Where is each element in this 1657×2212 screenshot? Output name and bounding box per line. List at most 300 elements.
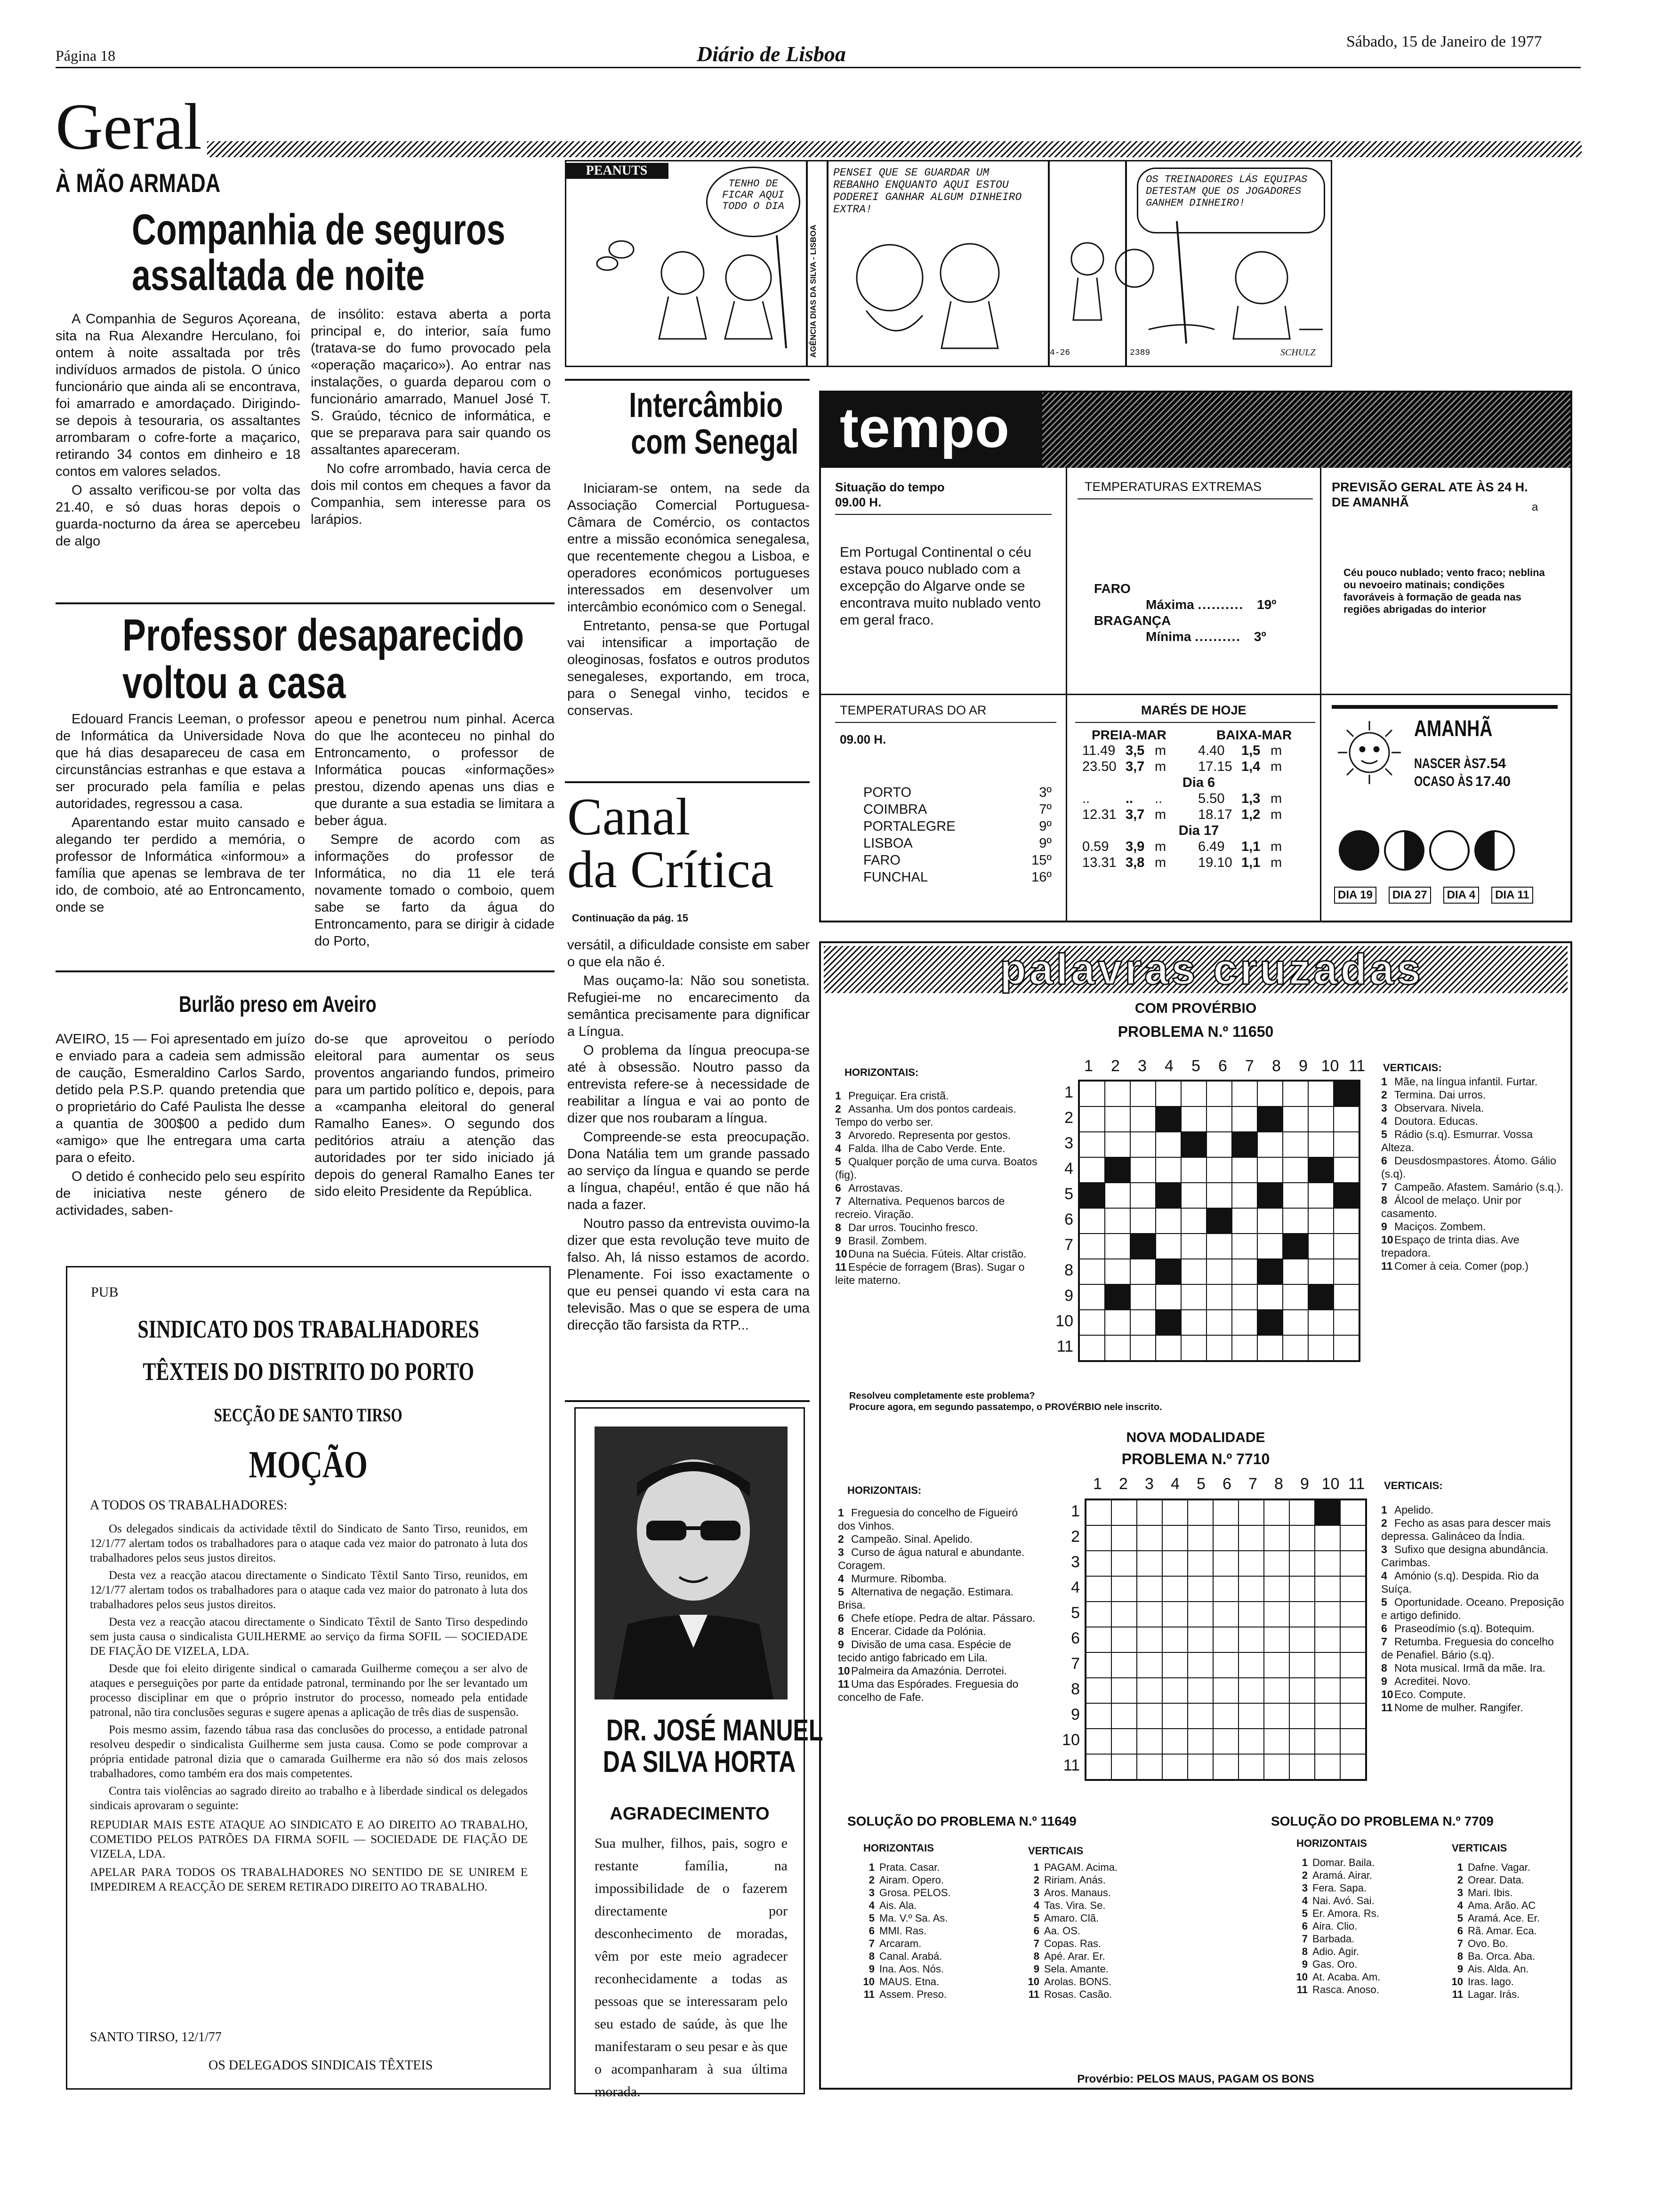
grid-cell[interactable] [1257, 1284, 1283, 1310]
grid-cell[interactable] [1232, 1183, 1257, 1208]
grid-cell[interactable] [1239, 1602, 1264, 1627]
weather-box [819, 391, 1572, 922]
grid-cell[interactable] [1137, 1652, 1162, 1678]
grid-cell[interactable] [1207, 1132, 1232, 1157]
grid-cell[interactable] [1289, 1703, 1315, 1729]
grid-cell[interactable] [1137, 1602, 1162, 1627]
grid-cell[interactable] [1111, 1703, 1137, 1729]
grid-cell[interactable] [1188, 1500, 1213, 1525]
grid-cell[interactable] [1130, 1310, 1156, 1335]
grid-cell[interactable] [1239, 1703, 1264, 1729]
grid-cell[interactable] [1315, 1627, 1340, 1652]
grid-cell[interactable] [1156, 1335, 1181, 1361]
grid-cell[interactable] [1156, 1132, 1181, 1157]
grid-cell[interactable] [1308, 1183, 1334, 1208]
grid-cell[interactable] [1188, 1729, 1213, 1754]
grid-cell[interactable] [1340, 1729, 1366, 1754]
grid-cell[interactable] [1213, 1500, 1239, 1525]
grid-cell[interactable] [1340, 1754, 1366, 1779]
grid-cell[interactable] [1162, 1525, 1188, 1551]
grid-cell[interactable] [1130, 1284, 1156, 1310]
grid-cell[interactable] [1181, 1259, 1207, 1284]
grid-cell[interactable] [1162, 1500, 1188, 1525]
grid-cell[interactable] [1086, 1576, 1111, 1602]
grid-cell[interactable] [1232, 1106, 1257, 1132]
grid-black-cell [1334, 1183, 1359, 1208]
grid-cell[interactable] [1232, 1335, 1257, 1361]
crossword-grid-2[interactable] [1085, 1499, 1367, 1781]
tides-table: 11.49 3,5 m 4.40 1,5 m 23.50 3,7 m 17.15 1,4 m Dia 6 .. .. .. 5.50 1,3 m 12.31 3,7 m 18.17 1,2 m Dia 17 0.59 3,9 m 6.49 1,1 m 13.31 3,8 m 19.10 1,1 m [1082, 743, 1282, 870]
grid-cell[interactable] [1334, 1284, 1359, 1310]
grid-cell[interactable] [1079, 1132, 1105, 1157]
weather-title: tempo [840, 396, 1009, 459]
grid-cell[interactable] [1105, 1335, 1130, 1361]
grid-cell[interactable] [1340, 1500, 1366, 1525]
grid-cell[interactable] [1188, 1627, 1213, 1652]
across-header-2: HORIZONTAIS: [847, 1484, 922, 1496]
canal-continuation: Continuação da pág. 15 [572, 912, 688, 924]
grid-cell[interactable] [1207, 1259, 1232, 1284]
grid-cell[interactable] [1340, 1551, 1366, 1576]
grid-cell[interactable] [1086, 1525, 1111, 1551]
grid-cell[interactable] [1232, 1157, 1257, 1183]
grid-cell[interactable] [1264, 1500, 1289, 1525]
grid-cell[interactable] [1130, 1157, 1156, 1183]
grid-cell[interactable] [1334, 1234, 1359, 1259]
grid-cell[interactable] [1264, 1754, 1289, 1779]
grid-cell[interactable] [1111, 1652, 1137, 1678]
grid-cell[interactable] [1315, 1703, 1340, 1729]
grid-cell[interactable] [1308, 1132, 1334, 1157]
art1-col1: A Companhia de Seguros Açoreana, sita na Rua Alexandre Herculano, foi ontem à noite assaltada por três indivíduos armados de pistola. O único funcionário que ainda ali se encontrava, foi amarrado e amordaçado. Dirigindo-se depois à tesouraria, os assaltantes arrombaram o cofre-forte a maçarico, retirando 34 contos em dinheiro e 18 contos em valores selados. O assalto verificou-se por volta das 21.40, e só duas horas depois o guarda-nocturno da área se apercebeu de algo [56, 312, 300, 549]
grid-cell[interactable] [1086, 1729, 1111, 1754]
grid-cell[interactable] [1308, 1106, 1334, 1132]
grid-cell[interactable] [1188, 1551, 1213, 1576]
grid-cell[interactable] [1283, 1132, 1308, 1157]
grid-cell[interactable] [1086, 1652, 1111, 1678]
art4-title: Intercâmbio com Senegal [629, 385, 799, 461]
ad-signature: OS DELEGADOS SINDICAIS TÊXTEIS [209, 2058, 433, 2073]
grid-cell[interactable] [1130, 1183, 1156, 1208]
grid-cell[interactable] [1207, 1335, 1232, 1361]
grid-cell[interactable] [1308, 1081, 1334, 1106]
rule [56, 602, 555, 604]
grid-cell[interactable] [1207, 1106, 1232, 1132]
grid-cell[interactable] [1207, 1284, 1232, 1310]
rule [565, 781, 810, 783]
grid-cell[interactable] [1264, 1576, 1289, 1602]
grid-cell[interactable] [1289, 1652, 1315, 1678]
grid-cell[interactable] [1111, 1525, 1137, 1551]
grid-cell[interactable] [1086, 1551, 1111, 1576]
grid-cell[interactable] [1257, 1335, 1283, 1361]
grid-cell[interactable] [1340, 1678, 1366, 1703]
grid-cell[interactable] [1079, 1259, 1105, 1284]
grid-cell[interactable] [1334, 1132, 1359, 1157]
grid-cell[interactable] [1137, 1627, 1162, 1652]
grid-cell[interactable] [1264, 1703, 1289, 1729]
grid-cell[interactable] [1105, 1183, 1130, 1208]
grid-cell[interactable] [1264, 1652, 1289, 1678]
grid-cell[interactable] [1162, 1627, 1188, 1652]
grid-cell[interactable] [1188, 1678, 1213, 1703]
grid-black-cell [1105, 1284, 1130, 1310]
sun-times: NASCER ÀS7.54 OCASO ÀS 17.40 [1414, 756, 1511, 789]
crossword-subtitle: COM PROVÉRBIO [1134, 1001, 1257, 1016]
grid-cell[interactable] [1315, 1729, 1340, 1754]
grid-cell[interactable] [1283, 1208, 1308, 1234]
situation-title: Situação do tempo 09.00 H. [835, 480, 945, 509]
grid-cell[interactable] [1308, 1234, 1334, 1259]
grid-cell[interactable] [1105, 1259, 1130, 1284]
grid-black-cell [1156, 1259, 1181, 1284]
grid-cell[interactable] [1232, 1081, 1257, 1106]
grid-cell[interactable] [1239, 1500, 1264, 1525]
grid-cell[interactable] [1181, 1081, 1207, 1106]
divider [1066, 468, 1067, 922]
grid-cell[interactable] [1181, 1157, 1207, 1183]
art3-col1: AVEIRO, 15 — Foi apresentado em juízo e enviado para a cadeia sem admissão de caução, Esmeraldino Carlos Sardo, detido pela P.S.P. quando pretendia que o proprietário do Café Paulista lhe desse a quantia de 300$00 a pedido dum «amigo» que lhe entregara uma carta para o efeito. O detido é conhecido pelo seu espírito de iniciativa neste género de actividades, saben- [56, 1032, 305, 1218]
obituary [574, 1407, 823, 2100]
grid-cell[interactable] [1079, 1081, 1105, 1106]
grid-cell[interactable] [1111, 1678, 1137, 1703]
sol2-down: 1 Dafne. Vagar. 2 Orear. Data. 3 Mari. Ibis. 4 Ama. Arão. AC 5 Aramá. Ace. Er. 6 Rã. Amar. Eca. 7 Ovo. Bo. 8 Ba. Orca. Aba. 9 Ais. Alda. An. 10 Iras. Iago. 11 Lagar. Irás. [1451, 1861, 1540, 2000]
grid-cell[interactable] [1137, 1551, 1162, 1576]
ad-line1: SINDICATO DOS TRABALHADORES [137, 1315, 479, 1343]
grid-cell[interactable] [1283, 1284, 1308, 1310]
section-title: Geral [56, 90, 202, 163]
grid-cell[interactable] [1079, 1335, 1105, 1361]
grid-cell[interactable] [1213, 1678, 1239, 1703]
grid-cell[interactable] [1181, 1106, 1207, 1132]
portrait-drawing [595, 1427, 788, 1699]
grid-cell[interactable] [1283, 1259, 1308, 1284]
ad-body: Os delegados sindicais da actividade têxtil do Sindicato de Santo Tirso, reunidos, em 12/1/77 alertam todos os trabalhadores para o ataque cada vez maior do patronato à luta dos trabalhadores pelos seus justos direitos. Desta vez a reacção atacou directamente o Sindicato Têxtil Santo Tirso, reunidos, em 12/1/77 alertam todos os trabalhadores para o ataque cada vez maior do patronato à luta dos trabalhadores pelos seus justos direitos. Desta vez a reacção atacou directamente o Sindicato Têxtil de Santo Tirso despedindo sem justa causa o sindicalista GUILHERME ao serviço da firma SOFIL — SOCIEDADE DE FIAÇÃO DE VIZELA, LDA. Desde que foi eleito dirigente sindical o camarada Guilherme começou a ser alvo de ataques e perseguições por parte da entidade patronal, terminando por lhe ser levantado um processo disciplinar em que o próprio instrutor do processo, nomeado pela entidade patronal, não tira conclusões seguras e sugere apenas a aplicação de três dias de suspensão. Pois mesmo assim, fazendo tábua rasa das conclusões do processo, a entidade patronal resolveu despedir o sindicalista Guilherme sem justa causa. Como se pode comprovar a própria entidade patronal dizia que o camarada Guilherme era não só dos mais zelosos trabalhadores, como também era dos mais competentes. Contra tais violências ao sagrado direito ao trabalho e à liberdade sindical os delegados sindicais aprovaram o seguinte: REPUDIAR MAIS ESTE ATAQUE AO SINDICATO E AO DIREITO AO TRABALHO, COMETIDO PELOS PATRÕES DA FIRMA SOFIL — SOCIEDADE DE FIAÇÃO DE VIZELA, LDA. APELAR PARA TODOS OS TRABALHADORES NO SENTIDO DE SE UNIREM E IMPEDIREM A REACÇÃO DE SEREM RETIRADO DIREITO AO TRABALHO. [90, 1523, 528, 1893]
grid-cell[interactable] [1181, 1234, 1207, 1259]
down-header: VERTICAIS: [1383, 1062, 1442, 1074]
grid-cell[interactable] [1156, 1284, 1181, 1310]
grid-cell[interactable] [1315, 1652, 1340, 1678]
grid-cell[interactable] [1308, 1259, 1334, 1284]
grid-cell[interactable] [1315, 1602, 1340, 1627]
grid-cell[interactable] [1232, 1208, 1257, 1234]
grid-cell[interactable] [1340, 1652, 1366, 1678]
grid-cell[interactable] [1181, 1208, 1207, 1234]
grid-black-cell [1232, 1132, 1257, 1157]
grid-cell[interactable] [1334, 1259, 1359, 1284]
grid-cell[interactable] [1289, 1627, 1315, 1652]
grid-cell[interactable] [1162, 1754, 1188, 1779]
problem-number-2: PROBLEMA N.º 7710 [1121, 1451, 1270, 1467]
grid-cell[interactable] [1213, 1703, 1239, 1729]
grid-cell[interactable] [1289, 1500, 1315, 1525]
grid-cell[interactable] [1105, 1132, 1130, 1157]
grid-cell[interactable] [1162, 1652, 1188, 1678]
grid-cell[interactable] [1257, 1132, 1283, 1157]
grid-cell[interactable] [1130, 1259, 1156, 1284]
grid-cell[interactable] [1207, 1183, 1232, 1208]
grid-cell[interactable] [1289, 1729, 1315, 1754]
grid-cell[interactable] [1137, 1703, 1162, 1729]
grid-cell[interactable] [1213, 1652, 1239, 1678]
grid-cell[interactable] [1086, 1754, 1111, 1779]
grid-cell[interactable] [1130, 1132, 1156, 1157]
grid-cell[interactable] [1086, 1500, 1111, 1525]
crossword-box [819, 941, 1572, 2090]
grid-cell[interactable] [1340, 1576, 1366, 1602]
last-quarter-icon [1474, 830, 1515, 871]
grid-cell[interactable] [1334, 1106, 1359, 1132]
grid-black-cell [1257, 1310, 1283, 1335]
grid-cell[interactable] [1315, 1576, 1340, 1602]
grid-cell[interactable] [1308, 1208, 1334, 1234]
grid-cell[interactable] [1232, 1310, 1257, 1335]
section-hatch-bar [207, 141, 1582, 157]
art2-title: Professor desaparecido voltou a casa [122, 610, 524, 708]
grid-cell[interactable] [1213, 1729, 1239, 1754]
grid-cell[interactable] [1289, 1551, 1315, 1576]
grid-cell[interactable] [1315, 1678, 1340, 1703]
grid-cell[interactable] [1111, 1754, 1137, 1779]
grid-cell[interactable] [1079, 1208, 1105, 1234]
grid-cell[interactable] [1137, 1754, 1162, 1779]
grid-cell[interactable] [1264, 1729, 1289, 1754]
rule [835, 722, 1056, 723]
grid-cell[interactable] [1283, 1081, 1308, 1106]
grid-cell[interactable] [1340, 1602, 1366, 1627]
grid-cell[interactable] [1181, 1183, 1207, 1208]
grid-cell[interactable] [1283, 1310, 1308, 1335]
grid-cell[interactable] [1257, 1208, 1283, 1234]
grid-cell[interactable] [1232, 1284, 1257, 1310]
grid-cell[interactable] [1289, 1525, 1315, 1551]
rule [56, 970, 555, 972]
grid-cell[interactable] [1264, 1602, 1289, 1627]
grid-cell[interactable] [1239, 1551, 1264, 1576]
grid-cell[interactable] [1239, 1754, 1264, 1779]
grid-cell[interactable] [1257, 1081, 1283, 1106]
grid-cell[interactable] [1137, 1678, 1162, 1703]
grid-cell[interactable] [1156, 1157, 1181, 1183]
newspaper-name: Diário de Lisboa [697, 42, 846, 66]
grid-cell[interactable] [1162, 1729, 1188, 1754]
grid-cell[interactable] [1086, 1627, 1111, 1652]
grid-cell[interactable] [1079, 1284, 1105, 1310]
grid-cell[interactable] [1232, 1259, 1257, 1284]
grid-cell[interactable] [1239, 1678, 1264, 1703]
grid-cell[interactable] [1239, 1576, 1264, 1602]
grid-cell[interactable] [1283, 1157, 1308, 1183]
grid-cell[interactable] [1257, 1234, 1283, 1259]
grid-cell[interactable] [1188, 1754, 1213, 1779]
grid-cell[interactable] [1239, 1627, 1264, 1652]
grid-cell[interactable] [1111, 1729, 1137, 1754]
amanha-title: AMANHÃ [1414, 716, 1493, 741]
grid-cell[interactable] [1181, 1284, 1207, 1310]
obit-thanks: AGRADECIMENTO [610, 1804, 770, 1824]
grid-cell[interactable] [1340, 1627, 1366, 1652]
tides-title: MARÉS DE HOJE [1141, 703, 1247, 717]
grid-cell[interactable] [1315, 1551, 1340, 1576]
crossword-grid-1[interactable] [1078, 1080, 1360, 1362]
art1-title: Companhia de seguros assaltada de noite [132, 206, 506, 299]
art3-title: Burlão preso em Aveiro [179, 992, 377, 1017]
grid1-col-numbers: 1 2 3 4 5 6 7 8 9 10 11 [1084, 1057, 1366, 1075]
divider [1320, 468, 1321, 922]
grid-cell[interactable] [1213, 1576, 1239, 1602]
ad-salutation: A TODOS OS TRABALHADORES: [90, 1498, 288, 1513]
rule [565, 379, 810, 381]
grid2-col-numbers: 1 2 3 4 5 6 7 8 9 10 11 [1093, 1475, 1365, 1493]
speech-bubble-1: TENHO DE FICAR AQUI TODO O DIA [706, 167, 800, 237]
grid-cell[interactable] [1105, 1208, 1130, 1234]
grid-cell[interactable] [1207, 1157, 1232, 1183]
portrait-photo [595, 1427, 788, 1699]
grid-cell[interactable] [1207, 1234, 1232, 1259]
grid-cell[interactable] [1334, 1310, 1359, 1335]
sol2-v-header: VERTICAIS [1452, 1842, 1507, 1854]
grid-black-cell [1334, 1081, 1359, 1106]
grid-cell[interactable] [1137, 1525, 1162, 1551]
grid-cell[interactable] [1111, 1500, 1137, 1525]
grid-cell[interactable] [1207, 1081, 1232, 1106]
grid-cell[interactable] [1162, 1678, 1188, 1703]
grid-cell[interactable] [1086, 1703, 1111, 1729]
strip-number-1: 4-26 [1050, 348, 1070, 358]
grid-cell[interactable] [1289, 1678, 1315, 1703]
grid-cell[interactable] [1130, 1335, 1156, 1361]
grid-black-cell [1308, 1157, 1334, 1183]
grid-cell[interactable] [1156, 1234, 1181, 1259]
grid-cell[interactable] [1188, 1602, 1213, 1627]
grid-cell[interactable] [1137, 1729, 1162, 1754]
grid-cell[interactable] [1257, 1157, 1283, 1183]
grid-black-cell [1308, 1284, 1334, 1310]
grid-cell[interactable] [1283, 1183, 1308, 1208]
new-moon-icon [1339, 830, 1379, 871]
grid-cell[interactable] [1105, 1310, 1130, 1335]
grid-cell[interactable] [1289, 1754, 1315, 1779]
grid-black-cell [1257, 1259, 1283, 1284]
grid-cell[interactable] [1130, 1208, 1156, 1234]
grid-cell[interactable] [1283, 1335, 1308, 1361]
grid-cell[interactable] [1111, 1602, 1137, 1627]
solution1-title: SOLUÇÃO DO PROBLEMA N.º 11649 [847, 1814, 1077, 1828]
grid-cell[interactable] [1105, 1106, 1130, 1132]
grid-cell[interactable] [1111, 1551, 1137, 1576]
grid-cell[interactable] [1289, 1576, 1315, 1602]
ad-motion: MOÇÃO [249, 1443, 368, 1486]
grid-cell[interactable] [1105, 1234, 1130, 1259]
grid-cell[interactable] [1264, 1525, 1289, 1551]
grid-cell[interactable] [1213, 1754, 1239, 1779]
across-clues: 1 Preguiçar. Era cristã. 2 Assanha. Um dos pontos cardeais. Tempo do verbo ser. 3 Arvoredo. Representa por gestos. 4 Falda. Ilha de Cabo Verde. Ente. 5 Qualquer porção de uma curva. Boatos (fig). 6 Arrostavas. 7 Alternativa. Pequenos barcos de recreio. Viração. 8 Dar urros. Toucinho fresco. 9 Brasil. Zombem. 10 Duna na Suécia. Fúteis. Altar cristão. 11 Espécie de forragem (Bras). Sugar o leite materno. [835, 1090, 1038, 1286]
grid-cell[interactable] [1188, 1703, 1213, 1729]
forecast-text: Céu pouco nublado; vento fraco; neblina ou nevoeiro matinais; condições favoráveis à formação de geada nas regiões abrigadas do interior [1343, 567, 1545, 615]
grid-cell[interactable] [1289, 1602, 1315, 1627]
grid-cell[interactable] [1213, 1602, 1239, 1627]
grid-cell[interactable] [1334, 1335, 1359, 1361]
grid-cell[interactable] [1213, 1525, 1239, 1551]
grid-cell[interactable] [1264, 1678, 1289, 1703]
grid-cell[interactable] [1239, 1729, 1264, 1754]
grid-cell[interactable] [1213, 1627, 1239, 1652]
obit-name: DR. JOSÉ MANUEL DA SILVA HORTA [603, 1713, 823, 1779]
snoopy-head [941, 244, 999, 302]
grid-cell[interactable] [1264, 1551, 1289, 1576]
down-header-2: VERTICAIS: [1384, 1480, 1443, 1491]
grid-cell[interactable] [1308, 1310, 1334, 1335]
grid-cell[interactable] [1111, 1627, 1137, 1652]
rule [565, 1400, 810, 1402]
down-clues-2: 1 Apelido. 2 Fecho as asas para descer mais depressa. Galináceo da Índia. 3 Sufixo que designa abundância. Carimbas. 4 Amónio (s.q). Despida. Rio da Suíça. 5 Oportunidade. Oceano. Preposição e artigo definido. 6 Praseodímio (s.q). Botequim. 7 Retumba. Freguesia do concelho de Penafiel. Bário (s.q). 8 Nota musical. Irmã da mãe. Ira. 9 Acreditei. Novo. 10 Eco. Compute. 11 Nome de mulher. Rangifer. [1381, 1504, 1564, 1714]
air-title: TEMPERATURAS DO AR [840, 703, 987, 717]
grid-cell[interactable] [1162, 1703, 1188, 1729]
masthead-rule [56, 67, 1581, 68]
grid-cell[interactable] [1213, 1551, 1239, 1576]
grid-cell[interactable] [1079, 1310, 1105, 1335]
grid-cell[interactable] [1188, 1652, 1213, 1678]
grid-cell[interactable] [1137, 1576, 1162, 1602]
ad-place: SANTO TIRSO, 12/1/77 [90, 2030, 222, 2044]
art3-col2: do-se que aproveitou o período eleitoral para aumentar os seus proventos angariando fundos, primeiro para um partido político e, depois, para a «campanha eleitoral do general Ramalho Eanes». O segundo dos peditórios atraiu a atenção das autoridades por ter sido iniciado já depois do general Ramalho Eanes ter sido eleito Presidente da República. [314, 1032, 555, 1199]
grid-cell[interactable] [1308, 1335, 1334, 1361]
grid1-row-numbers: 1 2 3 4 5 6 7 8 9 10 11 [1055, 1083, 1073, 1355]
grid-cell[interactable] [1340, 1525, 1366, 1551]
grid-cell[interactable] [1315, 1754, 1340, 1779]
air-time: 09.00 H. [840, 732, 886, 746]
grid-cell[interactable] [1137, 1500, 1162, 1525]
grid-cell[interactable] [1111, 1576, 1137, 1602]
grid-cell[interactable] [1334, 1208, 1359, 1234]
grid-cell[interactable] [1079, 1106, 1105, 1132]
grid-cell[interactable] [1188, 1525, 1213, 1551]
grid-cell[interactable] [1283, 1106, 1308, 1132]
grid-cell[interactable] [1181, 1335, 1207, 1361]
grid-cell[interactable] [1162, 1576, 1188, 1602]
grid-black-cell [1315, 1500, 1340, 1525]
grid-cell[interactable] [1162, 1551, 1188, 1576]
grid-cell[interactable] [1130, 1081, 1156, 1106]
grid-cell[interactable] [1086, 1678, 1111, 1703]
grid-cell[interactable] [1130, 1106, 1156, 1132]
grid-cell[interactable] [1105, 1081, 1130, 1106]
grid-cell[interactable] [1181, 1310, 1207, 1335]
sol2-h-header: HORIZONTAIS [1296, 1837, 1367, 1849]
grid-cell[interactable] [1079, 1234, 1105, 1259]
grid-cell[interactable] [1086, 1602, 1111, 1627]
grid-cell[interactable] [1156, 1081, 1181, 1106]
grid-cell[interactable] [1156, 1208, 1181, 1234]
grid-cell[interactable] [1340, 1703, 1366, 1729]
weather-banner [821, 393, 1570, 468]
grid-cell[interactable] [1334, 1157, 1359, 1183]
grid-cell[interactable] [1239, 1525, 1264, 1551]
grid-cell[interactable] [1264, 1627, 1289, 1652]
grid-cell[interactable] [1315, 1525, 1340, 1551]
grid-black-cell [1156, 1183, 1181, 1208]
ad-pub: PUB [91, 1284, 119, 1300]
grid-cell[interactable] [1232, 1234, 1257, 1259]
crossword-note: Resolveu completamente este problema? Procure agora, em segundo passatempo, o PROVÉRBIO nele inscrito. [849, 1391, 1162, 1412]
grid-cell[interactable] [1079, 1157, 1105, 1183]
rule [1078, 498, 1313, 499]
grid-cell[interactable] [1188, 1576, 1213, 1602]
grid-cell[interactable] [1207, 1310, 1232, 1335]
grid-cell[interactable] [1162, 1602, 1188, 1627]
forecast-title: PREVISÃO GERAL ATE ÀS 24 H. DE AMANHÃ [1332, 480, 1528, 509]
grid-cell[interactable] [1239, 1652, 1264, 1678]
